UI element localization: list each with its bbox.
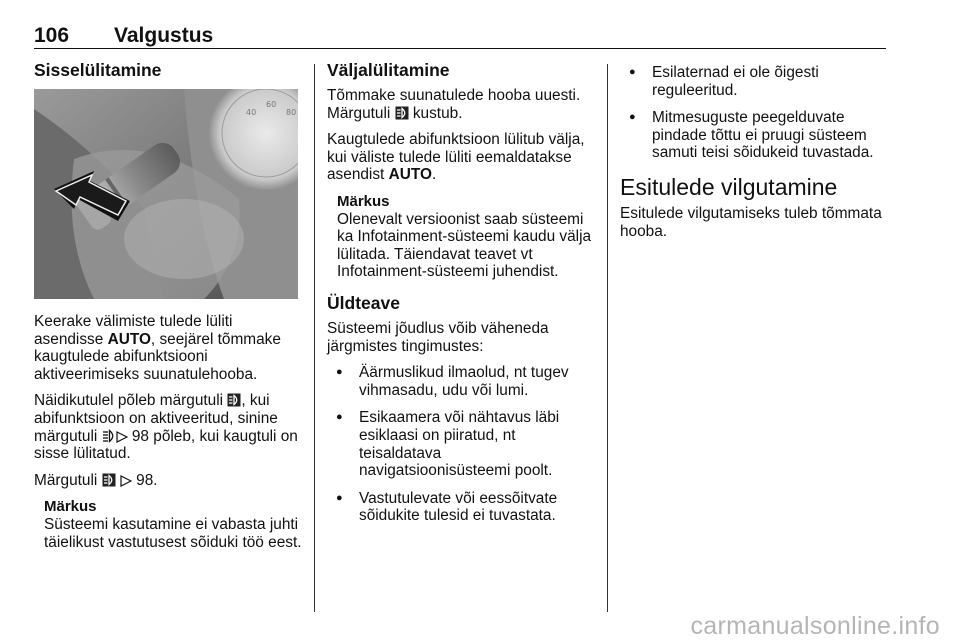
- note-box: [337, 193, 595, 281]
- note-title: Märkus: [337, 192, 390, 210]
- paragraph: Süsteemi jõudlus võib väheneda järgmistes tingimustes:: [327, 319, 549, 355]
- auto-high-beam-icon: [395, 106, 409, 120]
- list-item: ● Äärmuslikud ilmaolud, nt tugev vihmasadu, udu või lumi.: [327, 364, 595, 399]
- chapter-title: Valgustus: [114, 24, 214, 47]
- list-item: ● Vastutulevate või eessõitvate sõidukite tulesid ei tuvastata.: [327, 490, 595, 525]
- list-item: ● Mitmesuguste peegelduvate pindade tõttu ei pruugi süsteem samuti teisi sõidukeid tuvastada.: [620, 109, 890, 162]
- bullet-list: [620, 64, 890, 162]
- svg-text:80: 80: [286, 108, 297, 117]
- auto-high-beam-icon: [102, 473, 116, 487]
- watermark: carmanualsonline.info: [690, 612, 940, 640]
- list-item: ● Esilaternad ei ole õigesti reguleeritud.: [620, 64, 890, 99]
- note-box: [44, 498, 302, 551]
- svg-text:60: 60: [266, 100, 277, 109]
- left-column: [34, 60, 302, 559]
- paragraph: Näidikutulel põleb märgutuli , kui abifunktsioon on aktiveeritud, sinine märgutuli 98 põleb, kui kaugtuli on sisse lülitatud.: [34, 392, 298, 463]
- page-header: [34, 22, 886, 49]
- page-number: 106: [34, 24, 70, 47]
- auto-high-beam-icon: [227, 393, 241, 407]
- section-heading-esitulede-vilgutamine: Esitulede vilgutamine: [620, 173, 838, 200]
- middle-column: [327, 60, 595, 535]
- section-heading-sisselulitamine: Sisselülitamine: [34, 60, 162, 80]
- page-reference-icon: [120, 475, 132, 487]
- list-item: ● Esikaamera või nähtavus läbi esiklaasi on piiratud, nt teisaldatava navigatsioonisüsteemi poolt.: [327, 409, 595, 479]
- paragraph: Keerake välimiste tulede lüliti asendisse AUTO, seejärel tõmmake kaugtulede abifunktsiooni aktiveerimiseks suunatulehooba.: [34, 313, 281, 383]
- high-beam-icon: [102, 429, 116, 443]
- bullet-list: [327, 364, 595, 525]
- section-heading-valjalulitamine: Väljalülitamine: [327, 60, 450, 80]
- column-divider: [607, 64, 608, 612]
- column-divider: [314, 64, 315, 612]
- paragraph: Esitulede vilgutamiseks tuleb tõmmata hooba.: [620, 204, 882, 240]
- page-reference-icon: [116, 431, 128, 443]
- note-text: Olenevalt versioonist saab süsteemi ka Infotainment-süsteemi kaudu välja lülitada. Täiendavat teavet vt Infotainment-süsteemi juhendist.: [337, 210, 592, 281]
- stalk-photo: [34, 89, 298, 299]
- right-column: [620, 64, 890, 249]
- note-text: Süsteemi kasutamine ei vabasta juhti täielikust vastutusest sõiduki töö eest.: [44, 515, 302, 551]
- svg-text:40: 40: [246, 108, 257, 117]
- section-heading-uldteave: Üldteave: [327, 292, 400, 313]
- paragraph: Kaugtulede abifunktsioon lülitub välja, kui väliste tulede lüliti eemaldatakse asendist AUTO.: [327, 131, 585, 184]
- paragraph: Märgutuli 98.: [34, 471, 158, 489]
- paragraph: Tõmmake suunatulede hooba uuesti. Märgutuli kustub.: [327, 87, 581, 122]
- note-title: Märkus: [44, 498, 97, 516]
